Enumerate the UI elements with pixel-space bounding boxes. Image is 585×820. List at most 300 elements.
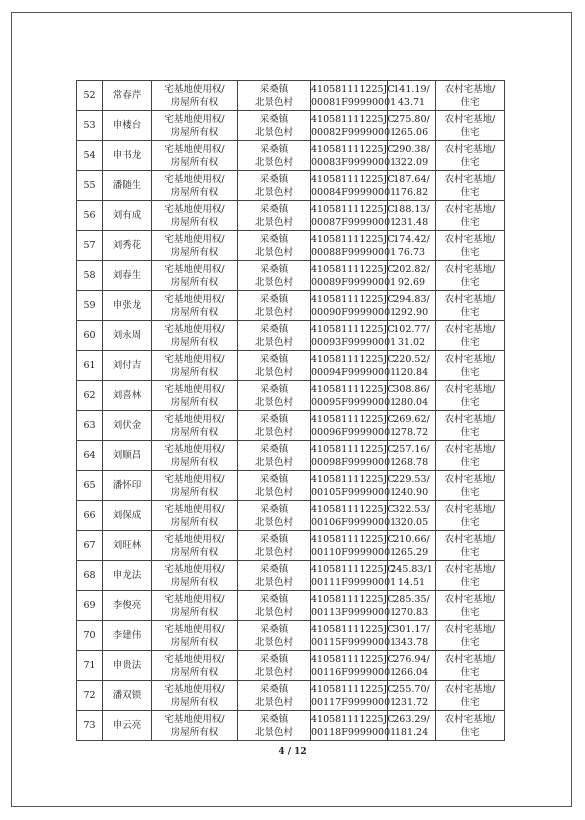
row-number-cell: 71	[77, 651, 103, 681]
unit-code-line2: 00095F99990001	[311, 396, 397, 408]
right-type-line2: 房屋所有权	[170, 366, 219, 378]
unit-code-line1: 410581111225JC	[311, 293, 395, 305]
right-type-line1: 宅基地使用权/	[164, 263, 225, 275]
owner-name-cell: 刘保成	[103, 501, 152, 531]
right-type-line2: 房屋所有权	[170, 396, 219, 408]
area-line2: 120.84	[394, 366, 429, 378]
land-use-cell	[436, 351, 505, 381]
land-use-line2: 住宅	[460, 366, 480, 378]
row-number-cell: 70	[77, 621, 103, 651]
area-line2: 31.02	[397, 336, 426, 348]
unit-code-cell	[311, 381, 397, 411]
right-type-line2: 房屋所有权	[170, 486, 219, 498]
land-use-cell	[436, 321, 505, 351]
area-cell	[388, 681, 436, 711]
area-line1: 174.42/	[393, 233, 430, 245]
unit-code-line1: 410581111225JC	[311, 383, 395, 395]
owner-name-cell: 刘有成	[103, 201, 152, 231]
unit-code-line1: 410581111225JC	[311, 653, 395, 665]
location-line1: 采桑镇	[259, 203, 289, 215]
location-line1: 采桑镇	[259, 383, 289, 395]
unit-code-line1: 410581111225JC	[311, 533, 395, 545]
row-number-cell: 60	[77, 321, 103, 351]
area-line1: 220.52/	[393, 353, 430, 365]
right-type-line1: 宅基地使用权/	[164, 593, 225, 605]
area-line2: 176.82	[394, 186, 429, 198]
unit-code-line2: 00084F99990001	[311, 186, 397, 198]
area-line2: 278.72	[394, 426, 429, 438]
location-line1: 采桑镇	[259, 233, 289, 245]
right-type-cell	[152, 171, 238, 201]
location-line1: 采桑镇	[259, 503, 289, 515]
location-cell	[238, 351, 311, 381]
land-use-cell	[436, 561, 505, 591]
unit-code-line1: 410581111225JC	[311, 203, 395, 215]
location-cell	[238, 411, 311, 441]
right-type-line1: 宅基地使用权/	[164, 713, 225, 725]
land-use-line2: 住宅	[460, 96, 480, 108]
land-use-line2: 住宅	[460, 486, 480, 498]
right-type-line1: 宅基地使用权/	[164, 233, 225, 245]
right-type-cell	[152, 111, 238, 141]
table-row	[77, 171, 505, 201]
location-line1: 采桑镇	[259, 713, 289, 725]
location-line2: 北景色村	[254, 606, 293, 618]
land-use-cell	[436, 141, 505, 171]
right-type-line2: 房屋所有权	[170, 516, 219, 528]
owner-name-cell: 申龙法	[103, 561, 152, 591]
right-type-line2: 房屋所有权	[170, 636, 219, 648]
area-cell	[388, 351, 436, 381]
location-line1: 采桑镇	[259, 143, 289, 155]
owner-name-cell: 潘随生	[103, 171, 152, 201]
table-row	[77, 441, 505, 471]
area-cell	[388, 171, 436, 201]
row-number-cell: 54	[77, 141, 103, 171]
right-type-line2: 房屋所有权	[170, 96, 219, 108]
land-use-line2: 住宅	[460, 636, 480, 648]
area-cell	[388, 411, 436, 441]
land-use-line2: 住宅	[460, 666, 480, 678]
land-use-cell	[436, 501, 505, 531]
row-number-cell: 66	[77, 501, 103, 531]
table-row	[77, 471, 505, 501]
area-line1: 276.94/	[393, 653, 430, 665]
right-type-line2: 房屋所有权	[170, 186, 219, 198]
land-use-cell	[436, 531, 505, 561]
location-cell	[238, 201, 311, 231]
row-number-cell: 56	[77, 201, 103, 231]
location-line2: 北景色村	[254, 576, 293, 588]
table-row	[77, 231, 505, 261]
location-line2: 北景色村	[254, 726, 293, 738]
area-line2: 322.09	[394, 156, 429, 168]
unit-code-line1: 410581111225JC	[311, 83, 395, 95]
area-cell	[388, 621, 436, 651]
table-row	[77, 681, 505, 711]
area-line1: 255.70/	[393, 683, 430, 695]
land-use-line1: 农村宅基地/	[444, 413, 496, 425]
area-line1: 294.83/	[393, 293, 430, 305]
area-line2: 231.72	[394, 696, 429, 708]
right-type-line2: 房屋所有权	[170, 246, 219, 258]
table-row	[77, 651, 505, 681]
land-use-line2: 住宅	[460, 396, 480, 408]
area-line2: 280.04	[394, 396, 429, 408]
location-line1: 采桑镇	[259, 683, 289, 695]
right-type-line2: 房屋所有权	[170, 156, 219, 168]
location-cell	[238, 231, 311, 261]
owner-name-cell: 刘春生	[103, 261, 152, 291]
location-line2: 北景色村	[254, 216, 293, 228]
owner-name-cell: 刘旺林	[103, 531, 152, 561]
right-type-line2: 房屋所有权	[170, 726, 219, 738]
area-line2: 240.90	[394, 486, 429, 498]
unit-code-cell	[311, 351, 397, 381]
unit-code-cell	[311, 111, 397, 141]
unit-code-cell	[311, 231, 397, 261]
location-cell	[238, 711, 311, 741]
location-line1: 采桑镇	[259, 653, 289, 665]
right-type-line1: 宅基地使用权/	[164, 173, 225, 185]
right-type-cell	[152, 501, 238, 531]
table-row	[77, 111, 505, 141]
right-type-line2: 房屋所有权	[170, 126, 219, 138]
table-row	[77, 81, 505, 111]
unit-code-line1: 410581111225JC	[311, 473, 395, 485]
land-use-line1: 农村宅基地/	[444, 533, 496, 545]
row-number-cell: 62	[77, 381, 103, 411]
unit-code-cell	[311, 471, 397, 501]
unit-code-line1: 410581111225JC	[311, 233, 395, 245]
area-cell	[388, 441, 436, 471]
right-type-cell	[152, 531, 238, 561]
owner-name-cell: 潘怀印	[103, 471, 152, 501]
unit-code-cell	[311, 681, 397, 711]
land-use-cell	[436, 651, 505, 681]
right-type-cell	[152, 231, 238, 261]
location-line1: 采桑镇	[259, 593, 289, 605]
location-line2: 北景色村	[254, 336, 293, 348]
location-cell	[238, 441, 311, 471]
land-use-line2: 住宅	[460, 276, 480, 288]
area-cell	[388, 711, 436, 741]
registry-table	[76, 80, 505, 741]
area-line1: 290.38/	[393, 143, 430, 155]
land-use-line2: 住宅	[460, 186, 480, 198]
owner-name-cell: 刘秀花	[103, 231, 152, 261]
area-line2: 43.71	[397, 96, 426, 108]
unit-code-line2: 00113F99990001	[311, 606, 397, 618]
owner-name-cell: 李建伟	[103, 621, 152, 651]
unit-code-cell	[311, 171, 397, 201]
land-use-line2: 住宅	[460, 156, 480, 168]
area-line2: 92.69	[397, 276, 426, 288]
unit-code-line2: 00081F99990001	[311, 96, 397, 108]
owner-name-cell: 申张龙	[103, 291, 152, 321]
right-type-line1: 宅基地使用权/	[164, 683, 225, 695]
area-line1: 322.53/	[393, 503, 430, 515]
area-line1: 285.35/	[393, 593, 430, 605]
right-type-line1: 宅基地使用权/	[164, 323, 225, 335]
location-cell	[238, 171, 311, 201]
land-use-line1: 农村宅基地/	[444, 593, 496, 605]
area-line2: 181.24	[394, 726, 429, 738]
row-number-cell: 73	[77, 711, 103, 741]
right-type-line2: 房屋所有权	[170, 546, 219, 558]
area-line1: 269.62/	[393, 413, 430, 425]
location-cell	[238, 531, 311, 561]
unit-code-line2: 00089F99990001	[311, 276, 397, 288]
land-use-cell	[436, 471, 505, 501]
table-row	[77, 531, 505, 561]
land-use-line2: 住宅	[460, 726, 480, 738]
unit-code-cell	[311, 291, 397, 321]
land-use-cell	[436, 711, 505, 741]
right-type-cell	[152, 591, 238, 621]
land-use-line1: 农村宅基地/	[444, 233, 496, 245]
land-use-line2: 住宅	[460, 696, 480, 708]
unit-code-line2: 00118F99990001	[311, 726, 397, 738]
location-line1: 采桑镇	[259, 293, 289, 305]
land-use-line2: 住宅	[460, 216, 480, 228]
right-type-line2: 房屋所有权	[170, 666, 219, 678]
unit-code-line1: 410581111225JC	[311, 353, 395, 365]
land-use-line2: 住宅	[460, 606, 480, 618]
location-line1: 采桑镇	[259, 353, 289, 365]
land-use-cell	[436, 201, 505, 231]
table-row	[77, 501, 505, 531]
land-use-line2: 住宅	[460, 306, 480, 318]
area-line1: 188.13/	[393, 203, 430, 215]
table-row	[77, 711, 505, 741]
location-line2: 北景色村	[254, 426, 293, 438]
table-row	[77, 261, 505, 291]
row-number-cell: 59	[77, 291, 103, 321]
land-use-line1: 农村宅基地/	[444, 563, 496, 575]
unit-code-line1: 410581111225JC	[311, 413, 395, 425]
land-use-line1: 农村宅基地/	[444, 623, 496, 635]
right-type-cell	[152, 261, 238, 291]
right-type-line2: 房屋所有权	[170, 696, 219, 708]
location-line1: 采桑镇	[259, 83, 289, 95]
location-line2: 北景色村	[254, 666, 293, 678]
right-type-line2: 房屋所有权	[170, 276, 219, 288]
unit-code-line2: 00116F99990001	[311, 666, 397, 678]
row-number-cell: 68	[77, 561, 103, 591]
right-type-line1: 宅基地使用权/	[164, 443, 225, 455]
right-type-line1: 宅基地使用权/	[164, 533, 225, 545]
area-line1: 275.80/	[393, 113, 430, 125]
right-type-line1: 宅基地使用权/	[164, 293, 225, 305]
unit-code-line2: 00111F99990001	[311, 576, 397, 588]
unit-code-cell	[311, 501, 397, 531]
area-cell	[388, 531, 436, 561]
row-number-cell: 69	[77, 591, 103, 621]
right-type-line1: 宅基地使用权/	[164, 353, 225, 365]
land-use-cell	[436, 681, 505, 711]
owner-name-cell: 刘顺昌	[103, 441, 152, 471]
area-line2: 268.78	[394, 456, 429, 468]
area-line2: 270.83	[394, 606, 429, 618]
area-line1: 308.86/	[393, 383, 430, 395]
location-cell	[238, 321, 311, 351]
row-number-cell: 61	[77, 351, 103, 381]
area-line2: 76.73	[397, 246, 426, 258]
location-cell	[238, 651, 311, 681]
right-type-cell	[152, 471, 238, 501]
unit-code-cell	[311, 141, 397, 171]
area-line1: 141.19/	[393, 83, 430, 95]
row-number-cell: 72	[77, 681, 103, 711]
table-row	[77, 591, 505, 621]
owner-name-cell: 李俊亮	[103, 591, 152, 621]
land-use-cell	[436, 111, 505, 141]
right-type-cell	[152, 81, 238, 111]
table-row	[77, 561, 505, 591]
right-type-line2: 房屋所有权	[170, 216, 219, 228]
area-line1: 187.64/	[393, 173, 430, 185]
page-number: 4 / 12	[278, 747, 307, 757]
location-cell	[238, 501, 311, 531]
area-cell	[388, 651, 436, 681]
right-type-line1: 宅基地使用权/	[164, 83, 225, 95]
unit-code-cell	[311, 441, 397, 471]
unit-code-cell	[311, 81, 397, 111]
registry-table-body	[77, 81, 505, 741]
owner-name-cell: 申书龙	[103, 141, 152, 171]
unit-code-cell	[311, 561, 397, 591]
land-use-line1: 农村宅基地/	[444, 473, 496, 485]
land-use-cell	[436, 81, 505, 111]
land-use-line2: 住宅	[460, 576, 480, 588]
land-use-cell	[436, 621, 505, 651]
unit-code-line1: 410581111225JC	[311, 713, 395, 725]
land-use-line2: 住宅	[460, 516, 480, 528]
unit-code-line2: 00110F99990001	[311, 546, 397, 558]
owner-name-cell: 刘永周	[103, 321, 152, 351]
land-use-line2: 住宅	[460, 426, 480, 438]
area-line1: 229.53/	[393, 473, 430, 485]
unit-code-line1: 410581111225JC	[311, 563, 395, 575]
right-type-line2: 房屋所有权	[170, 456, 219, 468]
area-line1: 102.77/	[393, 323, 430, 335]
right-type-cell	[152, 291, 238, 321]
location-line1: 采桑镇	[259, 563, 289, 575]
land-use-cell	[436, 261, 505, 291]
owner-name-cell: 刘伏金	[103, 411, 152, 441]
row-number-cell: 64	[77, 441, 103, 471]
unit-code-line1: 410581111225JC	[311, 263, 395, 275]
table-row	[77, 381, 505, 411]
right-type-cell	[152, 381, 238, 411]
area-line2: 266.04	[394, 666, 429, 678]
area-line2: 14.51	[397, 576, 426, 588]
location-cell	[238, 141, 311, 171]
unit-code-cell	[311, 591, 397, 621]
unit-code-cell	[311, 531, 397, 561]
right-type-line2: 房屋所有权	[170, 336, 219, 348]
right-type-line2: 房屋所有权	[170, 576, 219, 588]
land-use-line1: 农村宅基地/	[444, 383, 496, 395]
unit-code-line1: 410581111225JC	[311, 503, 395, 515]
location-cell	[238, 561, 311, 591]
right-type-cell	[152, 561, 238, 591]
land-use-line1: 农村宅基地/	[444, 653, 496, 665]
area-line2: 265.06	[394, 126, 429, 138]
row-number-cell: 52	[77, 81, 103, 111]
right-type-cell	[152, 141, 238, 171]
unit-code-line1: 410581111225JC	[311, 443, 395, 455]
area-cell	[388, 201, 436, 231]
land-use-line1: 农村宅基地/	[444, 323, 496, 335]
owner-name-cell: 潘双锁	[103, 681, 152, 711]
area-cell	[388, 471, 436, 501]
unit-code-line2: 00090F99990001	[311, 306, 397, 318]
row-number-cell: 58	[77, 261, 103, 291]
land-use-line2: 住宅	[460, 126, 480, 138]
land-use-line1: 农村宅基地/	[444, 173, 496, 185]
unit-code-cell	[311, 261, 397, 291]
right-type-cell	[152, 441, 238, 471]
unit-code-line1: 410581111225JC	[311, 593, 395, 605]
right-type-line2: 房屋所有权	[170, 306, 219, 318]
location-cell	[238, 381, 311, 411]
area-line2: 343.78	[394, 636, 429, 648]
unit-code-line2: 00105F99990001	[311, 486, 397, 498]
unit-code-line2: 00082F99990001	[311, 126, 397, 138]
unit-code-line1: 410581111225JC	[311, 173, 395, 185]
area-cell	[388, 291, 436, 321]
location-line1: 采桑镇	[259, 173, 289, 185]
land-use-line1: 农村宅基地/	[444, 503, 496, 515]
location-line1: 采桑镇	[259, 443, 289, 455]
right-type-cell	[152, 711, 238, 741]
location-line1: 采桑镇	[259, 323, 289, 335]
location-line2: 北景色村	[254, 696, 293, 708]
unit-code-cell	[311, 411, 397, 441]
row-number-cell: 57	[77, 231, 103, 261]
area-line2: 265.29	[394, 546, 429, 558]
right-type-cell	[152, 351, 238, 381]
unit-code-line2: 00115F99990001	[311, 636, 397, 648]
right-type-line1: 宅基地使用权/	[164, 563, 225, 575]
location-line2: 北景色村	[254, 126, 293, 138]
location-cell	[238, 111, 311, 141]
table-row	[77, 321, 505, 351]
unit-code-line2: 00106F99990001	[311, 516, 397, 528]
right-type-line1: 宅基地使用权/	[164, 503, 225, 515]
right-type-cell	[152, 201, 238, 231]
land-use-line2: 住宅	[460, 456, 480, 468]
owner-name-cell: 申云亮	[103, 711, 152, 741]
right-type-line2: 房屋所有权	[170, 606, 219, 618]
right-type-line1: 宅基地使用权/	[164, 143, 225, 155]
unit-code-line1: 410581111225JC	[311, 143, 395, 155]
land-use-line1: 农村宅基地/	[444, 443, 496, 455]
land-use-cell	[436, 231, 505, 261]
location-line1: 采桑镇	[259, 533, 289, 545]
owner-name-cell: 刘喜林	[103, 381, 152, 411]
location-cell	[238, 591, 311, 621]
location-line2: 北景色村	[254, 486, 293, 498]
location-line2: 北景色村	[254, 516, 293, 528]
area-cell	[388, 111, 436, 141]
area-line2: 292.90	[394, 306, 429, 318]
area-cell	[388, 381, 436, 411]
location-cell	[238, 291, 311, 321]
area-line1: 210.66/	[393, 533, 430, 545]
